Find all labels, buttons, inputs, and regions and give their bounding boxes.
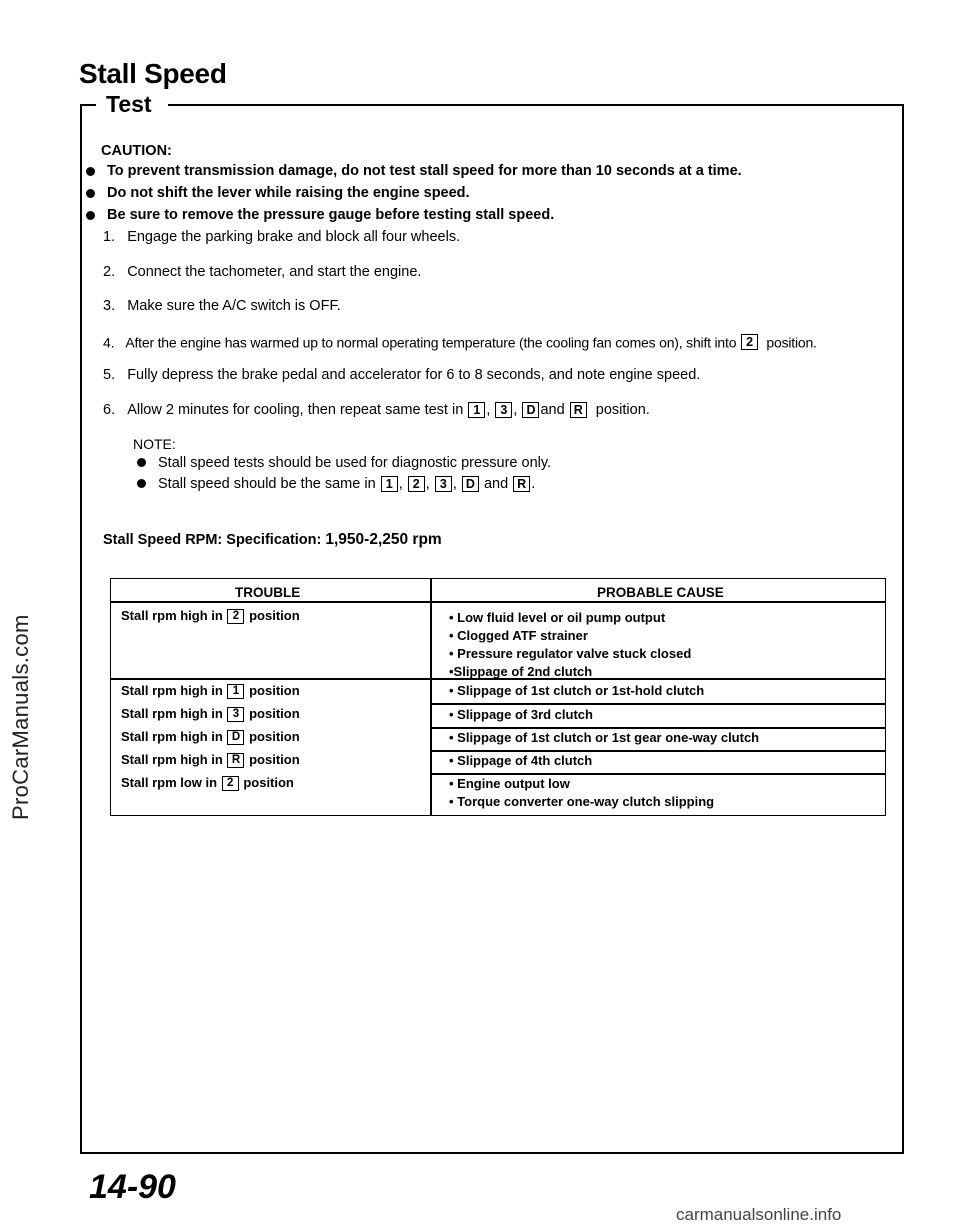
gear-key: 2 xyxy=(222,776,239,791)
frame-line xyxy=(80,104,82,1154)
gear-key: D xyxy=(227,730,244,745)
bottom-watermark: carmanualsonline.info xyxy=(676,1205,842,1224)
caution-item: To prevent transmission damage, do not test stall speed for more than 10 seconds at a time. xyxy=(86,160,742,182)
note-item: Stall speed tests should be used for diagnostic pressure only. xyxy=(137,452,551,473)
cause-cell: • Low fluid level or oil pump output • Clogged ATF strainer • Pressure regulator valve stuck closed •Slippage of 2nd clutch xyxy=(449,610,692,679)
frame-line xyxy=(168,104,904,106)
section-title: Test xyxy=(106,91,152,117)
step-4: 4. After the engine has warmed up to normal operating temperature (the cooling fan comes on), shift into 2 position. xyxy=(103,333,817,350)
trouble-cell: Stall rpm high in 2 position xyxy=(121,608,300,623)
gear-key: R xyxy=(227,753,244,768)
note-label: NOTE: xyxy=(133,436,176,452)
side-watermark: ProCarManuals.com xyxy=(8,614,33,820)
caution-item: Be sure to remove the pressure gauge before testing stall speed. xyxy=(86,204,742,226)
page-number: 14-90 xyxy=(89,1168,176,1206)
gear-key: 2 xyxy=(227,609,244,624)
trouble-cell: Stall rpm low in 2 position xyxy=(121,775,294,790)
table-header-cause: PROBABLE CAUSE xyxy=(597,585,724,600)
cause-cell: • Engine output low • Torque converter one-way clutch slipping xyxy=(449,776,715,809)
trouble-cell: Stall rpm high in D position xyxy=(121,729,300,744)
table-rule xyxy=(430,703,886,705)
bullet-icon xyxy=(86,189,95,198)
cause-cell: • Slippage of 1st clutch or 1st-hold clutch xyxy=(449,683,705,698)
trouble-cell: Stall rpm high in 1 position xyxy=(121,683,300,698)
gear-key: D xyxy=(522,402,539,418)
frame-line xyxy=(902,104,904,1154)
table-rule xyxy=(110,601,886,603)
gear-key: D xyxy=(462,476,479,492)
gear-key: 2 xyxy=(408,476,425,492)
procedure-steps xyxy=(103,229,893,436)
stall-speed-spec: Stall Speed RPM: Specification: 1,950-2,250 rpm xyxy=(103,531,442,548)
step-2: 2. Connect the tachometer, and start the engine. xyxy=(103,263,422,280)
gear-key: 1 xyxy=(381,476,398,492)
cause-cell: • Slippage of 4th clutch xyxy=(449,753,593,768)
gear-key: R xyxy=(513,476,530,492)
cause-cell: • Slippage of 1st clutch or 1st gear one-way clutch xyxy=(449,730,760,745)
caution-label: CAUTION: xyxy=(101,143,172,159)
step-6: 6. Allow 2 minutes for cooling, then repeat same test in 1 , 3 , D and R position. xyxy=(103,401,650,418)
gear-key: 1 xyxy=(227,684,244,699)
gear-key: 2 xyxy=(741,334,758,350)
gear-key: 3 xyxy=(227,707,244,722)
note-list xyxy=(137,452,551,494)
gear-key: 3 xyxy=(435,476,452,492)
frame-line xyxy=(80,1152,904,1154)
step-1: 1. Engage the parking brake and block all four wheels. xyxy=(103,229,461,246)
table-column-divider xyxy=(430,578,432,816)
step-5: 5. Fully depress the brake pedal and accelerator for 6 to 8 seconds, and note engine speed. xyxy=(103,367,701,384)
spec-value: 1,950-2,250 rpm xyxy=(325,531,442,548)
table-header-trouble: TROUBLE xyxy=(235,585,301,600)
gear-key: 3 xyxy=(495,402,512,418)
trouble-cell: Stall rpm high in 3 position xyxy=(121,706,300,721)
frame-line xyxy=(80,104,96,106)
caution-item: Do not shift the lever while raising the engine speed. xyxy=(86,182,742,204)
gear-key: 1 xyxy=(468,402,485,418)
trouble-cell: Stall rpm high in R position xyxy=(121,752,300,767)
bullet-icon xyxy=(137,479,146,488)
gear-key: R xyxy=(570,402,587,418)
caution-list xyxy=(86,160,742,226)
bullet-icon xyxy=(137,458,146,467)
bullet-icon xyxy=(86,167,95,176)
note-item: Stall speed should be the same in 1 , 2 , 3 , D and R . xyxy=(137,473,551,494)
bullet-icon xyxy=(86,211,95,220)
cause-cell: • Slippage of 3rd clutch xyxy=(449,707,593,722)
page-title: Stall Speed xyxy=(79,58,227,89)
step-3: 3. Make sure the A/C switch is OFF. xyxy=(103,298,341,315)
